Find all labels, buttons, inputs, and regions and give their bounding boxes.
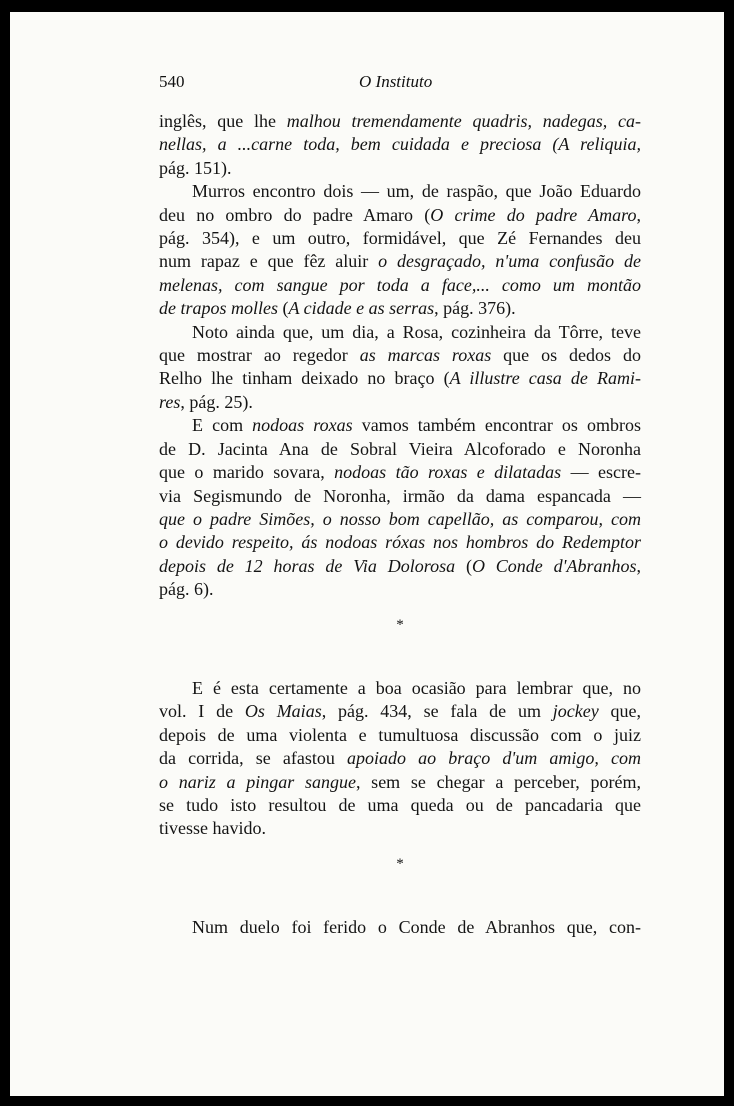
text-line: Num duelo foi ferido o Conde de Abranhos que, con- <box>192 917 641 938</box>
section-separator: * <box>396 616 404 633</box>
text-line: melenas, com sangue por toda a face,... como um montão <box>159 274 641 295</box>
paragraph-4 <box>159 414 641 601</box>
text-line: via Segismundo de Noronha, irmão da dama espancada — <box>159 485 641 506</box>
text-line: E é esta certamente a boa ocasião para lembrar que, no <box>192 677 641 698</box>
text-line: vol. I de Os Maias, pág. 434, se fala de um jockey que, <box>159 701 642 722</box>
text-line: nellas, a ...carne toda, bem cuidada e preciosa (A reliquia, <box>159 134 641 155</box>
section-separator: * <box>396 855 404 872</box>
text-line: pág. 151). <box>159 157 232 178</box>
text-line: que o marido sovara, nodoas tão roxas e dilatadas — escre- <box>159 462 641 483</box>
paragraph-1 <box>159 110 641 180</box>
text-line: E com nodoas roxas vamos também encontrar os ombros <box>192 415 641 436</box>
running-title: O Instituto <box>359 72 433 91</box>
page-number: 540 <box>159 72 185 91</box>
text-line: pág. 6). <box>159 579 214 600</box>
text-line: de D. Jacinta Ana de Sobral Vieira Alcoforado e Noronha <box>159 438 641 459</box>
paragraph-3 <box>159 321 641 415</box>
text-line: inglês, que lhe malhou tremendamente quadris, nadegas, ca- <box>159 111 641 131</box>
text-line: o devido respeito, ás nodoas róxas nos hombros do Redemptor <box>159 532 641 553</box>
text-line: res, pág. 25). <box>159 391 253 412</box>
text-line: Noto ainda que, um dia, a Rosa, cozinheira da Tôrre, teve <box>192 321 641 342</box>
text-line: de trapos molles (A cidade e as serras, pág. 376). <box>159 298 516 319</box>
text-line: da corrida, se afastou apoiado ao braço d'um amigo, com <box>159 748 641 769</box>
document-page <box>10 10 724 1096</box>
text-line: que mostrar ao regedor as marcas roxas que os dedos do <box>159 345 641 366</box>
text-line: Relho lhe tinham deixado no braço (A illustre casa de Rami- <box>159 368 641 389</box>
paragraph-5 <box>159 677 641 841</box>
paragraph-6 <box>159 916 641 939</box>
text-line: o nariz a pingar sangue, sem se chegar a perceber, porém, <box>159 771 641 792</box>
paragraph-2 <box>159 180 641 320</box>
text-line: que o padre Simões, o nosso bom capellão, as comparou, com <box>159 508 641 529</box>
body-text <box>159 110 641 940</box>
text-line: depois de uma violenta e tumultuosa discussão com o juiz <box>159 724 641 745</box>
text-line: deu no ombro do padre Amaro (O crime do padre Amaro, <box>159 204 641 225</box>
text-line: pág. 354), e um outro, formidável, que Zé Fernandes deu <box>159 228 641 249</box>
text-line: tivesse havido. <box>159 818 266 839</box>
page-header <box>159 66 641 94</box>
text-line: depois de 12 horas de Via Dolorosa (O Conde d'Abranhos, <box>159 555 641 576</box>
text-line: num rapaz e que fêz aluir o desgraçado, n'uma confusão de <box>159 251 641 272</box>
text-line: se tudo isto resultou de uma queda ou de pancadaria que <box>159 794 641 815</box>
text-line: Murros encontro dois — um, de raspão, que João Eduardo <box>192 181 641 202</box>
